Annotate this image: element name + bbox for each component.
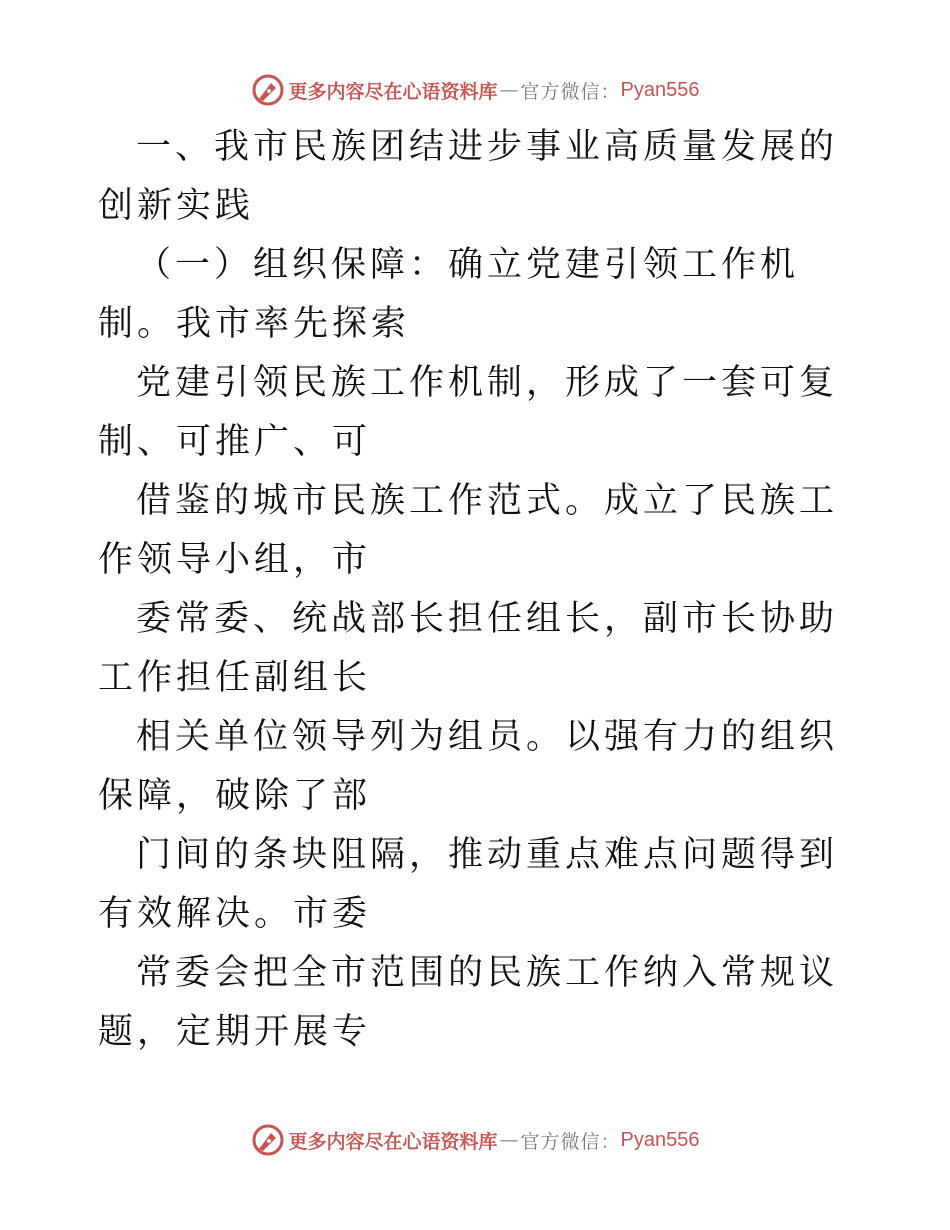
banner-brand-text: 更多内容尽在心语资料库 <box>288 80 498 103</box>
document-body <box>98 118 858 1062</box>
banner-wechat-id: Pyan556 <box>620 78 700 101</box>
footer-banner <box>0 1120 950 1160</box>
paragraph: 门间的条块阻隔，推动重点难点问题得到有效解决。市委 <box>98 835 839 934</box>
paragraph: （一）组织保障：确立党建引领工作机制。我市率先探索 <box>98 245 800 344</box>
pen-nib-logo-icon <box>251 73 285 107</box>
banner-separator: — <box>499 79 519 101</box>
paragraph: 借鉴的城市民族工作范式。成立了民族工作领导小组，市 <box>98 481 839 580</box>
pen-nib-logo-icon <box>251 1123 285 1157</box>
banner-wechat-label: 官方微信： <box>520 1130 621 1153</box>
banner-brand-text: 更多内容尽在心语资料库 <box>288 1130 498 1153</box>
banner-wechat-label: 官方微信： <box>520 80 621 103</box>
paragraph: 常委会把全市范围的民族工作纳入常规议题，定期开展专 <box>98 953 839 1052</box>
banner-separator: — <box>499 1129 519 1151</box>
banner-wechat-id: Pyan556 <box>620 1128 700 1151</box>
paragraph: 相关单位领导列为组员。以强有力的组织保障，破除了部 <box>98 717 839 816</box>
paragraph: 委常委、统战部长担任组长，副市长协助工作担任副组长 <box>98 599 839 698</box>
paragraph: 一、我市民族团结进步事业高质量发展的创新实践 <box>98 127 839 226</box>
header-banner <box>0 70 950 110</box>
paragraph: 党建引领民族工作机制，形成了一套可复制、可推广、可 <box>98 363 839 462</box>
